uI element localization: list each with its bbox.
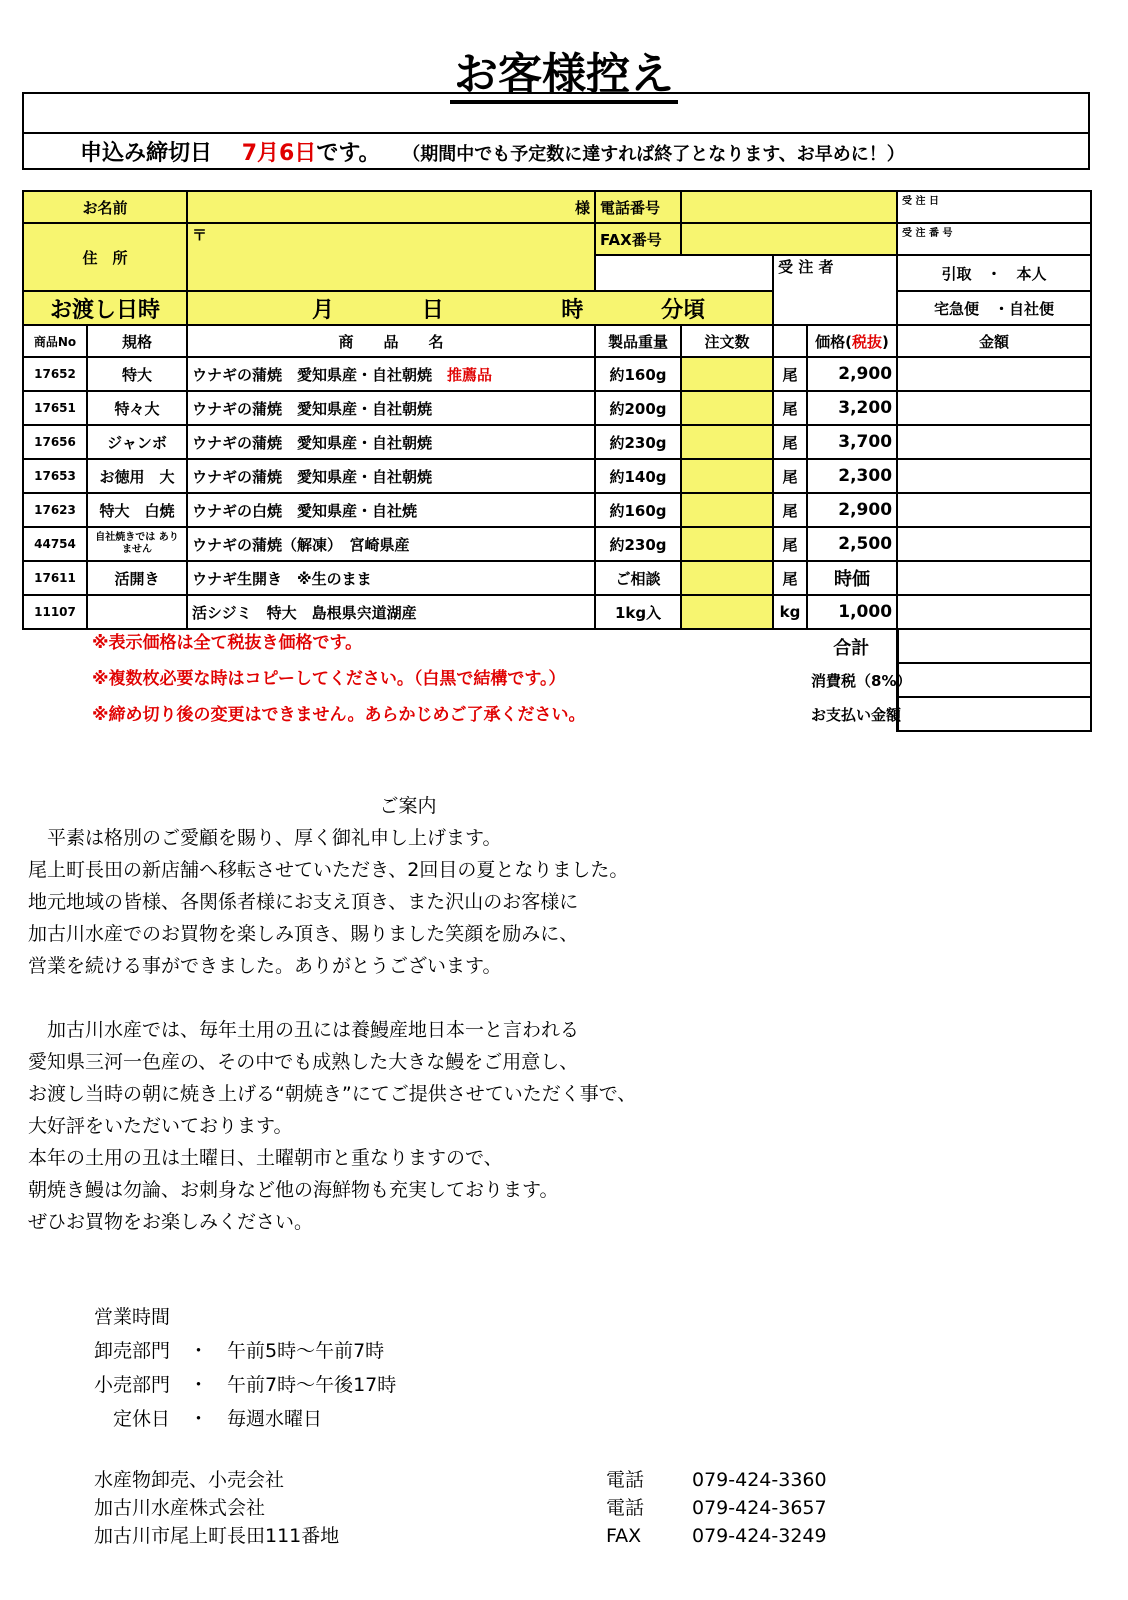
info-line: お渡し当時の朝に焼き上げる“朝焼き”にてご提供させていただく事で、 (28, 1083, 637, 1105)
address-field[interactable] (187, 223, 595, 291)
phone-label: 電話番号 (595, 191, 681, 223)
phone-field[interactable] (681, 191, 897, 223)
contact-label: 電話 (606, 1469, 645, 1491)
table-row (23, 493, 1091, 527)
row-unit: 尾 (773, 425, 807, 459)
contact-line (606, 1466, 827, 1494)
business-hours (94, 1300, 396, 1436)
qty-input[interactable] (681, 425, 773, 459)
tax-field[interactable] (897, 663, 1091, 697)
fax-label: FAX番号 (595, 223, 681, 255)
qty-input[interactable] (681, 391, 773, 425)
row-price: 2,300 (807, 459, 897, 493)
row-no: 17651 (23, 391, 87, 425)
address-label: 住 所 (23, 223, 187, 291)
row-no: 17653 (23, 459, 87, 493)
row-no: 44754 (23, 527, 87, 561)
info-line: 加古川水産でのお買物を楽しみ頂き、賜りました笑顔を励みに、 (28, 923, 579, 945)
row-weight: 約140g (595, 459, 681, 493)
row-spec: 特々大 (87, 391, 187, 425)
table-row (23, 357, 1091, 391)
payment-field[interactable] (897, 697, 1091, 731)
order-date-field[interactable] (897, 191, 1091, 223)
qty-input[interactable] (681, 459, 773, 493)
company-info (94, 1466, 339, 1550)
row-price: 3,200 (807, 391, 897, 425)
deadline-date: 7月6日 (241, 141, 317, 166)
col-price-close: ) (882, 332, 889, 351)
info-line: 地元地域の皆様、各関係者様にお支え頂き、また沢山のお客様に (28, 891, 579, 913)
qty-input[interactable] (681, 493, 773, 527)
order-number-label: 受 注 番 号 (902, 228, 953, 239)
row-unit: 尾 (773, 561, 807, 595)
fax-field[interactable] (681, 223, 897, 255)
row-price: 3,700 (807, 425, 897, 459)
amount-field[interactable] (897, 459, 1091, 493)
phone-number: 079-424-3657 (692, 1497, 827, 1519)
amount-field[interactable] (897, 425, 1091, 459)
table-row (23, 459, 1091, 493)
note-line: ※表示価格は全て税抜き価格です。 (92, 633, 363, 653)
table-row (23, 391, 1091, 425)
amount-field[interactable] (897, 357, 1091, 391)
row-no: 17652 (23, 357, 87, 391)
payment-label: お支払い金額 (811, 705, 902, 724)
row-weight: 約230g (595, 527, 681, 561)
row-price: 1,000 (807, 595, 897, 629)
deadline-suffix: です。 (316, 141, 381, 166)
recommended-tag: 推薦品 (447, 365, 493, 384)
sama-label: 様 (575, 198, 591, 217)
company-type: 水産物卸売、小売会社 (94, 1469, 285, 1491)
row-spec (87, 595, 187, 629)
qty-input[interactable] (681, 595, 773, 629)
row-unit: 尾 (773, 527, 807, 561)
phone-number: 079-424-3360 (692, 1469, 827, 1491)
qty-input[interactable] (681, 357, 773, 391)
deadline-note: （期間中でも予定数に達すれば終了となります、お早めに！） (402, 144, 905, 165)
row-unit: kg (773, 595, 807, 629)
col-no: 商品No (23, 325, 87, 357)
row-name: ウナギの白焼 愛知県産・自社焼 (187, 493, 595, 527)
pickup-option[interactable]: 引取 ・ 本人 (897, 255, 1091, 291)
col-qty: 注文数 (681, 325, 773, 357)
receiver-label: 受 注 者 (778, 258, 834, 276)
postal-mark: 〒 (192, 226, 208, 244)
row-no: 17611 (23, 561, 87, 595)
row-name: 活シジミ 特大 島根県宍道湖産 (187, 595, 595, 629)
subtotal-label: 合計 (833, 637, 870, 659)
row-no: 11107 (23, 595, 87, 629)
contact-line (606, 1494, 827, 1522)
row-name (187, 357, 595, 391)
table-row (23, 561, 1091, 595)
amount-field[interactable] (897, 595, 1091, 629)
hours-line: 卸売部門 ・ 午前5時～午前7時 (94, 1340, 385, 1362)
row-spec: 活開き (87, 561, 187, 595)
receiver-field[interactable] (773, 255, 897, 325)
row-name: ウナギ生開き ※生のまま (187, 561, 595, 595)
row-spec: 自社焼きでは ありません (87, 527, 187, 561)
row-name: ウナギの蒲焼 愛知県産・自社朝焼 (187, 391, 595, 425)
row-spec: ジャンボ (87, 425, 187, 459)
info-line: 平素は格別のご愛顧を賜り、厚く御礼申し上げます。 (28, 827, 502, 849)
info-line: ぜひお買物をお楽しみください。 (28, 1211, 314, 1233)
col-spec: 規格 (87, 325, 187, 357)
col-amount: 金額 (897, 325, 1091, 357)
amount-field[interactable] (897, 527, 1091, 561)
row-weight: 約160g (595, 357, 681, 391)
name-field[interactable] (187, 191, 595, 223)
deadline-notice (80, 136, 905, 167)
handover-field[interactable] (187, 291, 773, 325)
subtotal-field[interactable] (897, 629, 1091, 663)
qty-input[interactable] (681, 527, 773, 561)
col-unit (773, 325, 807, 357)
row-weight: 1kg入 (595, 595, 681, 629)
handover-label: お渡し日時 (23, 291, 187, 325)
row-name: ウナギの蒲焼（解凍） 宮崎県産 (187, 527, 595, 561)
row-spec: 特大 (87, 357, 187, 391)
row-unit: 尾 (773, 493, 807, 527)
info-line: 愛知県三河一色産の、その中でも成熟した大きな鰻をご用意し、 (28, 1051, 579, 1073)
minute-label: 分頃 (661, 297, 706, 323)
col-price-text: 価格( (815, 332, 853, 351)
row-weight: ご相談 (595, 561, 681, 595)
note-line: ※複数枚必要な時はコピーしてください。（白黒で結構です。） (92, 669, 566, 689)
order-date-label: 受 注 日 (902, 196, 939, 207)
qty-input[interactable] (681, 561, 773, 595)
divider (24, 132, 1088, 134)
amount-field[interactable] (897, 391, 1091, 425)
contact-label: FAX (606, 1525, 642, 1547)
hours-line: 小売部門 ・ 午前7時～午後17時 (94, 1374, 397, 1396)
table-row (23, 595, 1091, 629)
info-section (28, 790, 788, 1238)
row-spec: 特大 白焼 (87, 493, 187, 527)
info-heading: ご案内 (379, 795, 437, 817)
day-label: 日 (421, 297, 444, 323)
row-price: 2,900 (807, 357, 897, 391)
hour-label: 時 (561, 297, 584, 323)
tax-label: 消費税（8%） (811, 671, 912, 690)
info-line: 朝焼き鰻は勿論、お刺身など他の海鮮物も充実しております。 (28, 1179, 559, 1201)
col-weight: 製品重量 (595, 325, 681, 357)
row-price: 時価 (807, 561, 897, 595)
col-price-tax: 税抜 (852, 332, 883, 351)
info-line (28, 982, 788, 1014)
row-name-text: ウナギの蒲焼 愛知県産・自社朝焼 (192, 365, 433, 384)
row-weight: 約230g (595, 425, 681, 459)
row-name: ウナギの蒲焼 愛知県産・自社朝焼 (187, 459, 595, 493)
table-row (23, 425, 1091, 459)
row-no: 17656 (23, 425, 87, 459)
hours-line: 定休日 ・ 毎週水曜日 (94, 1408, 323, 1430)
blank-field[interactable] (595, 255, 773, 291)
month-label: 月 (312, 297, 335, 323)
name-label: お名前 (23, 191, 187, 223)
row-price: 2,500 (807, 527, 897, 561)
contact-line (606, 1522, 827, 1550)
amount-field[interactable] (897, 561, 1091, 595)
col-name: 商 品 名 (187, 325, 595, 357)
company-name: 加古川水産株式会社 (94, 1497, 266, 1519)
hours-heading: 営業時間 (94, 1306, 171, 1328)
order-number-field[interactable] (897, 223, 1091, 255)
info-line: 大好評をいただいております。 (28, 1115, 293, 1137)
page-title: お客様控え (0, 38, 1128, 102)
amount-field[interactable] (897, 493, 1091, 527)
table-row (23, 527, 1091, 561)
row-spec: お徳用 大 (87, 459, 187, 493)
row-weight: 約200g (595, 391, 681, 425)
row-name: ウナギの蒲焼 愛知県産・自社朝焼 (187, 425, 595, 459)
info-line: 加古川水産では、毎年土用の丑には養鰻産地日本一と言われる (28, 1019, 580, 1041)
row-unit: 尾 (773, 459, 807, 493)
row-unit: 尾 (773, 357, 807, 391)
row-weight: 約160g (595, 493, 681, 527)
row-no: 17623 (23, 493, 87, 527)
col-price (807, 325, 897, 357)
contact-info (606, 1466, 827, 1550)
info-line: 営業を続ける事ができました。ありがとうございます。 (28, 955, 502, 977)
row-price: 2,900 (807, 493, 897, 527)
company-address: 加古川市尾上町長田111番地 (94, 1525, 340, 1547)
delivery-option[interactable]: 宅急便 ・自社便 (897, 291, 1091, 325)
deadline-label: 申込み締切日 (80, 141, 213, 166)
row-unit: 尾 (773, 391, 807, 425)
note-line: ※締め切り後の変更はできません。あらかじめご了承ください。 (92, 705, 586, 725)
fax-number: 079-424-3249 (692, 1525, 827, 1547)
contact-label: 電話 (606, 1497, 645, 1519)
info-line: 本年の土用の丑は土曜日、土曜朝市と重なりますので、 (28, 1147, 503, 1169)
info-line: 尾上町長田の新店舗へ移転させていただき、2回目の夏となりました。 (28, 859, 629, 881)
